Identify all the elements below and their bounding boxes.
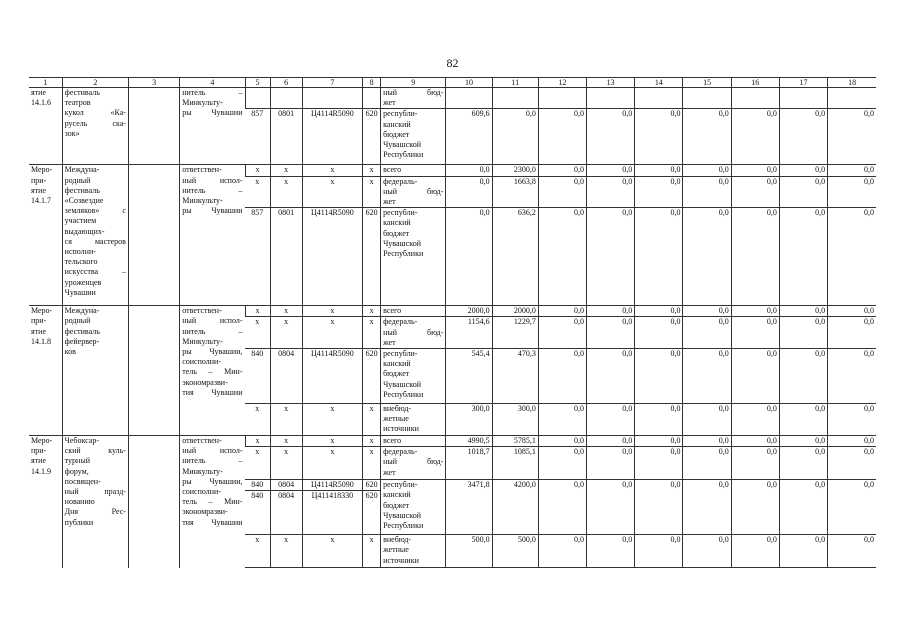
empty-cell — [492, 88, 538, 109]
amount: 0,0 — [828, 535, 876, 568]
amount: 0,0 — [779, 165, 827, 176]
col-header: 10 — [446, 78, 492, 88]
x-mark: x — [270, 447, 302, 480]
amount: 0,0 — [828, 165, 876, 176]
budget-code-line: 620 — [363, 490, 380, 501]
amount: 0,0 — [683, 208, 731, 306]
x-mark: x — [270, 436, 302, 447]
col-header: 18 — [828, 78, 876, 88]
x-mark: x — [245, 436, 270, 447]
funding-source: федераль- ный бюд- жет — [381, 447, 446, 480]
amount: 0,0 — [538, 176, 586, 208]
budget-code-line: 0804 — [278, 480, 295, 490]
funding-source: республи- канский бюджет Чувашской Республики — [381, 349, 446, 404]
event-number: ятие 14.1.6 — [31, 88, 51, 108]
amount: 0,0 — [538, 165, 586, 176]
table-row — [29, 88, 876, 109]
amount: 0,0 — [446, 165, 492, 176]
amount: 0,0 — [683, 436, 731, 447]
funding-source: всего — [381, 436, 446, 447]
amount: 0,0 — [635, 349, 683, 404]
col-header: 14 — [635, 78, 683, 88]
funding-source: федераль- ный бюд- жет — [381, 317, 446, 349]
x-mark: x — [363, 436, 381, 447]
amount: 0,0 — [779, 317, 827, 349]
amount: 300,0 — [446, 404, 492, 436]
amount: 0,0 — [828, 317, 876, 349]
budget-code: Ц4114R5090 — [302, 109, 362, 165]
x-mark: x — [302, 436, 362, 447]
empty-cell — [779, 88, 827, 109]
amount: 0,0 — [683, 447, 731, 480]
empty-cell — [683, 88, 731, 109]
budget-table — [29, 77, 876, 568]
x-mark: x — [245, 165, 270, 176]
amount: 0,0 — [446, 176, 492, 208]
amount: 0,0 — [779, 109, 827, 165]
amount: 0,0 — [731, 317, 779, 349]
amount: 1018,7 — [446, 447, 492, 480]
amount: 0,0 — [779, 480, 827, 535]
amount: 0,0 — [731, 447, 779, 480]
x-mark: x — [245, 535, 270, 568]
amount: 0,0 — [828, 208, 876, 306]
empty-cell — [363, 88, 381, 109]
x-mark: x — [302, 317, 362, 349]
amount: 0,0 — [828, 176, 876, 208]
amount: 0,0 — [731, 306, 779, 317]
amount: 0,0 — [446, 208, 492, 306]
x-mark: x — [302, 535, 362, 568]
funding-source: ный бюд- жет — [381, 88, 446, 109]
amount: 4200,0 — [492, 480, 538, 535]
amount: 0,0 — [587, 306, 635, 317]
amount: 0,0 — [538, 317, 586, 349]
x-mark: x — [363, 535, 381, 568]
amount: 0,0 — [731, 109, 779, 165]
executor: нитель – Минкульту- ры Чувашии — [180, 88, 245, 165]
x-mark: x — [270, 176, 302, 208]
amount: 0,0 — [587, 447, 635, 480]
amount: 3471,8 — [446, 480, 492, 535]
amount: 0,0 — [731, 480, 779, 535]
col-header: 16 — [731, 78, 779, 88]
amount: 500,0 — [446, 535, 492, 568]
amount: 0,0 — [779, 208, 827, 306]
x-mark: x — [270, 535, 302, 568]
amount: 5785,1 — [492, 436, 538, 447]
col-header: 11 — [492, 78, 538, 88]
col-header: 13 — [587, 78, 635, 88]
x-mark: x — [245, 306, 270, 317]
amount: 300,0 — [492, 404, 538, 436]
amount: 0,0 — [635, 109, 683, 165]
budget-code: 840 — [245, 349, 270, 404]
amount: 0,0 — [538, 306, 586, 317]
amount: 0,0 — [587, 535, 635, 568]
table-row — [29, 436, 876, 447]
event-number: Меро- при- ятие 14.1.8 — [29, 306, 62, 436]
amount: 0,0 — [587, 176, 635, 208]
col-header: 4 — [180, 78, 245, 88]
amount: 0,0 — [731, 165, 779, 176]
empty-cell — [302, 88, 362, 109]
event-number: Меро- при- ятие 14.1.9 — [29, 436, 62, 568]
amount: 0,0 — [538, 535, 586, 568]
amount: 545,4 — [446, 349, 492, 404]
amount: 0,0 — [731, 349, 779, 404]
amount: 2000,0 — [492, 306, 538, 317]
amount: 2000,0 — [446, 306, 492, 317]
amount: 0,0 — [828, 109, 876, 165]
budget-code — [245, 480, 270, 535]
amount: 0,0 — [635, 208, 683, 306]
amount: 636,2 — [492, 208, 538, 306]
col-header: 2 — [62, 78, 128, 88]
amount: 1229,7 — [492, 317, 538, 349]
x-mark: x — [302, 404, 362, 436]
table-row — [29, 165, 876, 176]
empty-cell — [245, 88, 270, 109]
amount: 0,0 — [828, 480, 876, 535]
budget-code: 0801 — [270, 109, 302, 165]
budget-code-line: Ц4114R5090 — [310, 480, 354, 490]
amount: 500,0 — [492, 535, 538, 568]
empty-cell — [446, 88, 492, 109]
empty-cell — [128, 165, 179, 306]
x-mark: x — [363, 176, 381, 208]
amount: 0,0 — [683, 306, 731, 317]
amount: 470,3 — [492, 349, 538, 404]
budget-code-line: 840 — [245, 490, 270, 501]
event-number: Меро- при- ятие 14.1.7 — [29, 165, 62, 306]
amount: 0,0 — [587, 317, 635, 349]
amount: 0,0 — [731, 208, 779, 306]
budget-code — [270, 480, 302, 535]
amount: 0,0 — [828, 349, 876, 404]
x-mark: x — [363, 447, 381, 480]
amount: 0,0 — [635, 306, 683, 317]
budget-code: 857 — [245, 208, 270, 306]
x-mark: x — [245, 317, 270, 349]
empty-cell — [731, 88, 779, 109]
amount: 0,0 — [587, 109, 635, 165]
executor: ответствен- ный испол- нитель – Минкульту- ры Чувашии, соисполни- тель – Мин- экономразви- тия Чувашии — [180, 306, 245, 436]
col-header: 9 — [381, 78, 446, 88]
amount: 0,0 — [779, 306, 827, 317]
empty-cell — [270, 88, 302, 109]
amount: 1663,8 — [492, 176, 538, 208]
col-header: 1 — [29, 78, 62, 88]
amount: 0,0 — [538, 349, 586, 404]
funding-source: всего — [381, 306, 446, 317]
amount: 0,0 — [683, 109, 731, 165]
x-mark: x — [270, 306, 302, 317]
amount: 0,0 — [779, 404, 827, 436]
header-row — [29, 78, 876, 88]
amount: 0,0 — [683, 535, 731, 568]
amount: 0,0 — [538, 404, 586, 436]
col-header: 8 — [363, 78, 381, 88]
col-header: 3 — [128, 78, 179, 88]
amount: 0,0 — [635, 404, 683, 436]
budget-code: 620 — [363, 208, 381, 306]
amount: 0,0 — [635, 436, 683, 447]
amount: 0,0 — [538, 436, 586, 447]
funding-source: республи- канский бюджет Чувашской Республики — [381, 109, 446, 165]
amount: 0,0 — [587, 436, 635, 447]
budget-code — [363, 480, 381, 535]
budget-code — [302, 480, 362, 535]
x-mark: x — [302, 176, 362, 208]
x-mark: x — [302, 306, 362, 317]
amount: 0,0 — [828, 404, 876, 436]
x-mark: x — [363, 165, 381, 176]
amount: 2300,0 — [492, 165, 538, 176]
budget-code: 857 — [245, 109, 270, 165]
x-mark: x — [363, 404, 381, 436]
amount: 0,0 — [587, 404, 635, 436]
amount: 0,0 — [538, 208, 586, 306]
x-mark: x — [270, 317, 302, 349]
amount: 0,0 — [683, 404, 731, 436]
table-row — [29, 306, 876, 317]
amount: 0,0 — [731, 535, 779, 568]
budget-code: Ц4114R5090 — [302, 349, 362, 404]
amount: 0,0 — [828, 447, 876, 480]
funding-source: республи- канский бюджет Чувашской Республики — [381, 480, 446, 535]
x-mark: x — [302, 165, 362, 176]
funding-source: всего — [381, 165, 446, 176]
amount: 0,0 — [635, 176, 683, 208]
amount: 0,0 — [538, 447, 586, 480]
amount: 0,0 — [779, 535, 827, 568]
col-header: 5 — [245, 78, 270, 88]
amount: 0,0 — [731, 176, 779, 208]
empty-cell — [128, 436, 179, 568]
budget-code-line: 620 — [365, 480, 378, 490]
amount: 0,0 — [683, 480, 731, 535]
amount: 0,0 — [587, 349, 635, 404]
amount: 0,0 — [683, 165, 731, 176]
x-mark: x — [270, 165, 302, 176]
amount: 1085,1 — [492, 447, 538, 480]
col-header: 12 — [538, 78, 586, 88]
executor: ответствен- ный испол- нитель – Минкульту- ры Чувашии, соисполни- тель – Мин- экономразви- тия Чувашии — [180, 436, 245, 568]
page-number: 82 — [446, 56, 459, 70]
event-name: Междуна- родный фестиваль «Созвездие земляков» с участием выдающих- ся мастеров исполни- тельского искусства – уроженцев Чувашии — [62, 165, 128, 306]
x-mark: x — [270, 404, 302, 436]
amount: 0,0 — [538, 480, 586, 535]
amount: 0,0 — [587, 165, 635, 176]
budget-code: 620 — [363, 109, 381, 165]
amount: 0,0 — [635, 480, 683, 535]
amount: 0,0 — [635, 317, 683, 349]
amount: 0,0 — [538, 109, 586, 165]
amount: 0,0 — [828, 436, 876, 447]
x-mark: x — [363, 306, 381, 317]
x-mark: x — [245, 404, 270, 436]
amount: 0,0 — [779, 447, 827, 480]
amount: 0,0 — [683, 176, 731, 208]
amount: 0,0 — [731, 436, 779, 447]
budget-code: 620 — [363, 349, 381, 404]
empty-cell — [587, 88, 635, 109]
amount: 0,0 — [683, 349, 731, 404]
budget-code-line: 0804 — [271, 490, 302, 501]
executor: ответствен- ный испол- нитель – Минкульту- ры Чувашии — [180, 165, 245, 306]
amount: 0,0 — [635, 447, 683, 480]
funding-source: внебюд- жетные источники — [381, 535, 446, 568]
amount: 0,0 — [779, 436, 827, 447]
amount: 0,0 — [587, 480, 635, 535]
funding-source: республи- канский бюджет Чувашской Республики — [381, 208, 446, 306]
amount: 609,6 — [446, 109, 492, 165]
x-mark: x — [245, 176, 270, 208]
amount: 0,0 — [635, 535, 683, 568]
amount: 0,0 — [779, 349, 827, 404]
col-header: 15 — [683, 78, 731, 88]
empty-cell — [128, 306, 179, 436]
amount: 0,0 — [779, 176, 827, 208]
funding-source: внебюд- жетные источники — [381, 404, 446, 436]
col-header: 17 — [779, 78, 827, 88]
col-header: 6 — [270, 78, 302, 88]
budget-code-line: Ц411418330 — [303, 490, 362, 501]
amount: 0,0 — [683, 317, 731, 349]
empty-cell — [538, 88, 586, 109]
amount: 0,0 — [828, 306, 876, 317]
x-mark: x — [302, 447, 362, 480]
empty-cell — [128, 88, 179, 165]
amount: 0,0 — [635, 165, 683, 176]
event-name: фестиваль театров кукол «Ка- русель ска- зок» — [62, 88, 128, 165]
col-header: 7 — [302, 78, 362, 88]
amount: 4990,5 — [446, 436, 492, 447]
empty-cell — [828, 88, 876, 109]
amount: 0,0 — [587, 208, 635, 306]
budget-code-line: 840 — [251, 480, 264, 490]
budget-code: 0804 — [270, 349, 302, 404]
event-name: Междуна- родный фестиваль фейервер- ков — [62, 306, 128, 436]
x-mark: x — [363, 317, 381, 349]
empty-cell — [635, 88, 683, 109]
event-name: Чебоксар- ский куль- турный форум, посвящен- ный празд- нованию Дня Рес- публики — [62, 436, 128, 568]
amount: 0,0 — [731, 404, 779, 436]
budget-code: Ц4114R5090 — [302, 208, 362, 306]
funding-source: федераль- ный бюд- жет — [381, 176, 446, 208]
amount: 0,0 — [492, 109, 538, 165]
budget-code: 0801 — [270, 208, 302, 306]
x-mark: x — [245, 447, 270, 480]
amount: 1154,6 — [446, 317, 492, 349]
